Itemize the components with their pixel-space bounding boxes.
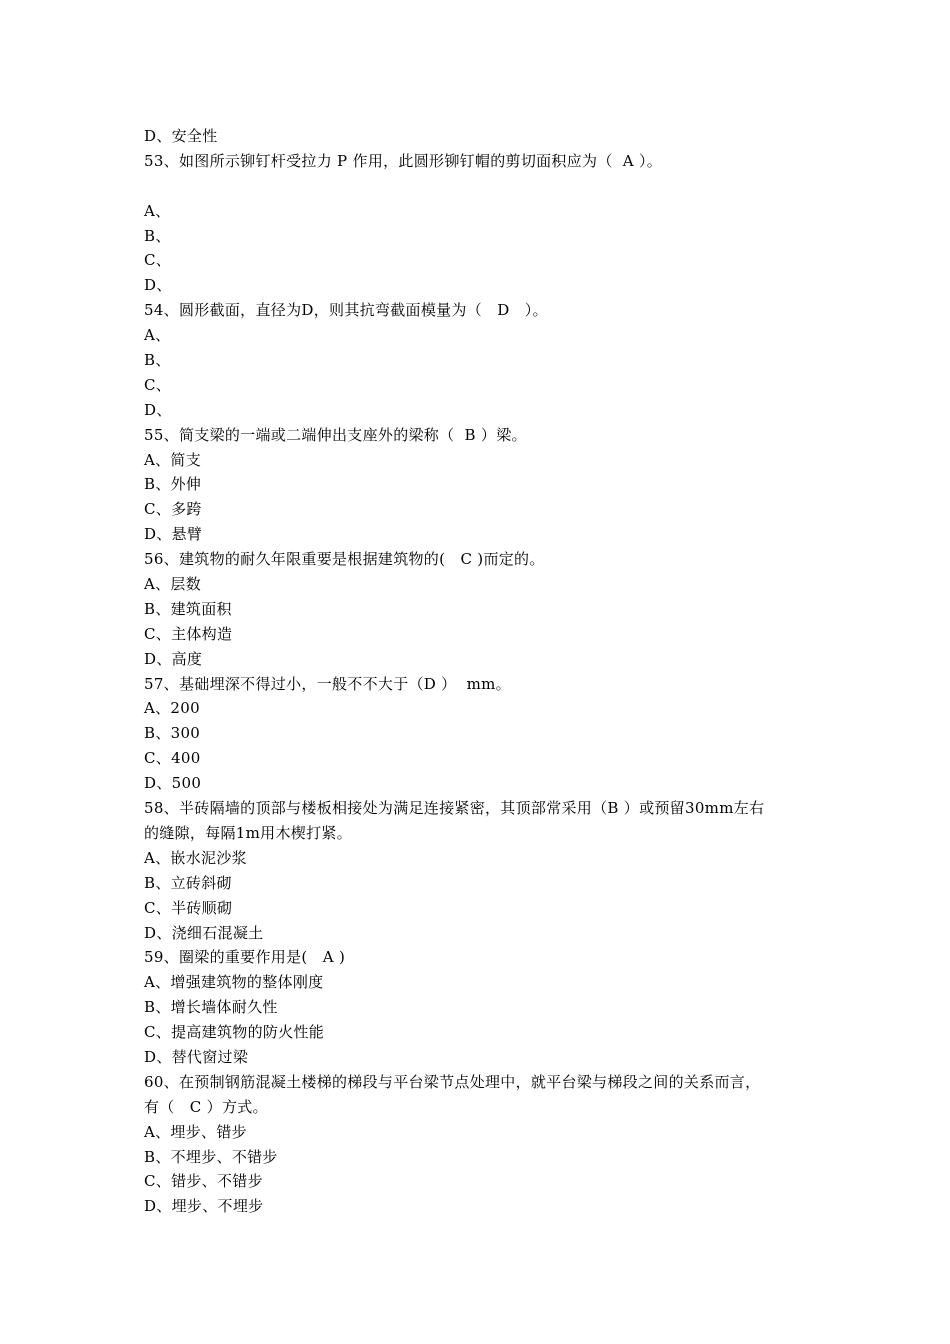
option-line: C、提高建筑物的防火性能: [144, 1023, 325, 1042]
option-line: C、: [144, 375, 172, 394]
option-line: D、埋步、不埋步: [144, 1197, 264, 1216]
option-line: C、主体构造: [144, 624, 233, 643]
question-56: 56、建筑物的耐久年限重要是根据建筑物的( C )而定的。: [144, 550, 545, 569]
option-line: B、建筑面积: [144, 599, 232, 618]
option-line: A、简支: [144, 450, 202, 469]
option-line: B、300: [144, 724, 201, 743]
option-line: D、安全性: [144, 127, 218, 145]
option-line: C、半砖顺砌: [144, 898, 233, 917]
option-line: A、: [144, 326, 171, 345]
option-line: A、增强建筑物的整体刚度: [144, 973, 324, 992]
option-line: C、错步、不错步: [144, 1172, 263, 1191]
option-line: A、200: [144, 699, 200, 718]
option-line: D、: [144, 400, 172, 419]
option-line: B、不埋步、不错步: [144, 1147, 278, 1166]
option-line: D、替代窗过梁: [144, 1047, 249, 1066]
option-line: B、立砖斜砌: [144, 873, 232, 892]
question-59: 59、圈梁的重要作用是( A ): [144, 948, 346, 967]
option-line: B、外伸: [144, 475, 202, 494]
option-line: D、高度: [144, 649, 203, 668]
question-60: 60、在预制钢筋混凝土楼梯的梯段与平台梁节点处理中，就平台梁与梯段之间的关系而言，: [144, 1072, 761, 1091]
option-line: D、悬臂: [144, 525, 203, 544]
option-line: D、500: [144, 774, 202, 793]
question-57: 57、基础埋深不得过小，一般不不大于（D ） mm。: [144, 674, 511, 693]
question-53: 53、如图所示铆钉杆受拉力 P 作用，此圆形铆钉帽的剪切面积应为（ A ）。: [144, 151, 663, 170]
option-line: D、: [144, 276, 172, 295]
option-line: A、层数: [144, 575, 202, 594]
option-line: A、埋步、错步: [144, 1122, 247, 1141]
question-54: 54、圆形截面，直径为D，则其抗弯截面模量为（ D ）。: [144, 301, 548, 320]
option-line: A、嵌水泥沙浆: [144, 848, 247, 867]
document-body: [144, 124, 824, 1219]
option-line: B、增长墙体耐久性: [144, 998, 278, 1017]
option-line: A、: [144, 201, 171, 220]
option-line: C、多跨: [144, 500, 202, 519]
question-58-continued: 的缝隙，每隔1m用木楔打紧。: [144, 823, 352, 842]
question-60-continued: 有（ C ）方式。: [144, 1097, 268, 1116]
figure-gap: [144, 174, 824, 199]
option-line: C、400: [144, 749, 201, 768]
option-line: B、: [144, 351, 171, 370]
question-55: 55、简支梁的一端或二端伸出支座外的梁称（ B ）梁。: [144, 425, 527, 444]
option-line: D、浇细石混凝土: [144, 923, 264, 942]
option-line: B、: [144, 226, 171, 245]
option-line: C、: [144, 251, 172, 270]
question-58: 58、半砖隔墙的顶部与楼板相接处为满足连接紧密，其顶部常采用（B ）或预留30mm左右: [144, 799, 765, 818]
